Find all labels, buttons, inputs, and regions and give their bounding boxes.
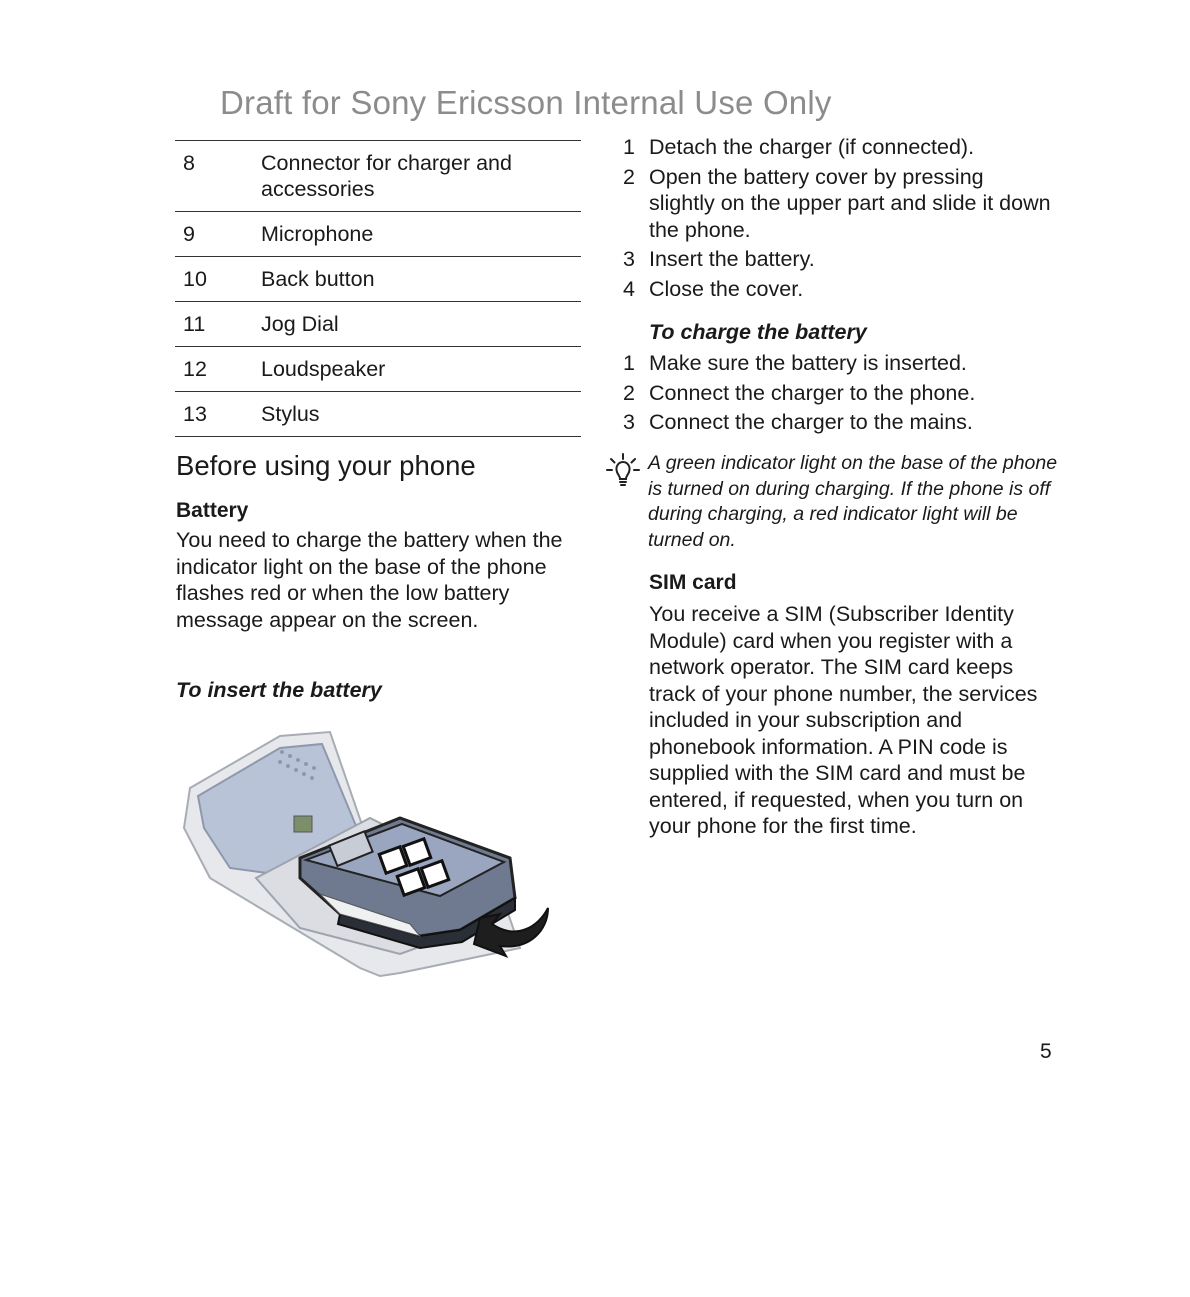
list-item: [623, 380, 1053, 407]
insert-battery-steps: [623, 134, 1053, 305]
table-row: [175, 302, 581, 347]
battery-heading: Battery: [176, 499, 249, 522]
table-row: [175, 257, 581, 302]
part-number: 10: [183, 267, 207, 291]
list-item: [623, 246, 1053, 273]
sim-card-heading: SIM card: [649, 571, 737, 594]
part-number: 9: [183, 222, 195, 246]
parts-table: [175, 140, 581, 437]
table-row: [175, 392, 581, 437]
insert-battery-heading: To insert the battery: [176, 678, 382, 702]
step-text: Open the battery cover by pressing slightly on the upper part and slide it down the phone.: [649, 164, 1051, 242]
step-text: Detach the charger (if connected).: [649, 135, 975, 159]
list-item: [623, 409, 1053, 436]
table-row: [175, 347, 581, 392]
step-number: 2: [623, 164, 635, 189]
step-number: 1: [623, 135, 635, 159]
charge-battery-heading: To charge the battery: [649, 320, 867, 344]
table-row: [175, 212, 581, 257]
step-number: 3: [623, 247, 635, 271]
table-row: [175, 141, 581, 212]
charge-battery-steps: [623, 350, 1053, 439]
step-number: 4: [623, 276, 635, 301]
battery-paragraph: You need to charge the battery when the indicator light on the base of the phone flashes red or when the low battery message appear on the screen.: [176, 528, 563, 633]
part-description: Stylus: [261, 402, 320, 426]
part-description: Loudspeaker: [261, 357, 386, 381]
list-item: [623, 276, 1053, 303]
step-text: Close the cover.: [649, 276, 804, 301]
list-item: [623, 350, 1053, 377]
step-text: Connect the charger to the mains.: [649, 410, 973, 434]
step-text: Insert the battery.: [649, 247, 815, 271]
battery-insertion-illustration: [170, 718, 570, 988]
watermark: Draft for Sony Ericsson Internal Use Only: [220, 84, 832, 121]
list-item: [623, 134, 1053, 161]
part-number: 12: [183, 357, 207, 381]
part-number: 11: [183, 312, 206, 336]
part-description: Jog Dial: [261, 312, 339, 336]
tip-text: A green indicator light on the base of the phone is turned on during charging. If the phone is off during charging, a red indicator light will be turned on.: [648, 452, 1058, 551]
page-number: 5: [1040, 1040, 1052, 1063]
sim-card-paragraph: You receive a SIM (Subscriber Identity Module) card when you register with a network operator. The SIM card keeps track of your phone number, the services included in your subscription and phonebook information. A PIN code is supplied with the SIM card and must be entered, if requested, when you turn on your phone for the first time.: [649, 602, 1038, 838]
step-number: 1: [623, 351, 635, 375]
part-description: Microphone: [261, 222, 374, 246]
part-number: 8: [183, 151, 195, 175]
step-text: Connect the charger to the phone.: [649, 380, 976, 405]
part-number: 13: [183, 402, 207, 426]
step-text: Make sure the battery is inserted.: [649, 351, 967, 375]
step-number: 3: [623, 410, 635, 434]
part-description: Back button: [261, 267, 375, 291]
list-item: [623, 164, 1053, 244]
step-number: 2: [623, 380, 635, 405]
part-description: Connector for charger and accessories: [261, 151, 512, 201]
section-title: Before using your phone: [176, 450, 476, 481]
lightbulb-icon: [605, 452, 641, 488]
